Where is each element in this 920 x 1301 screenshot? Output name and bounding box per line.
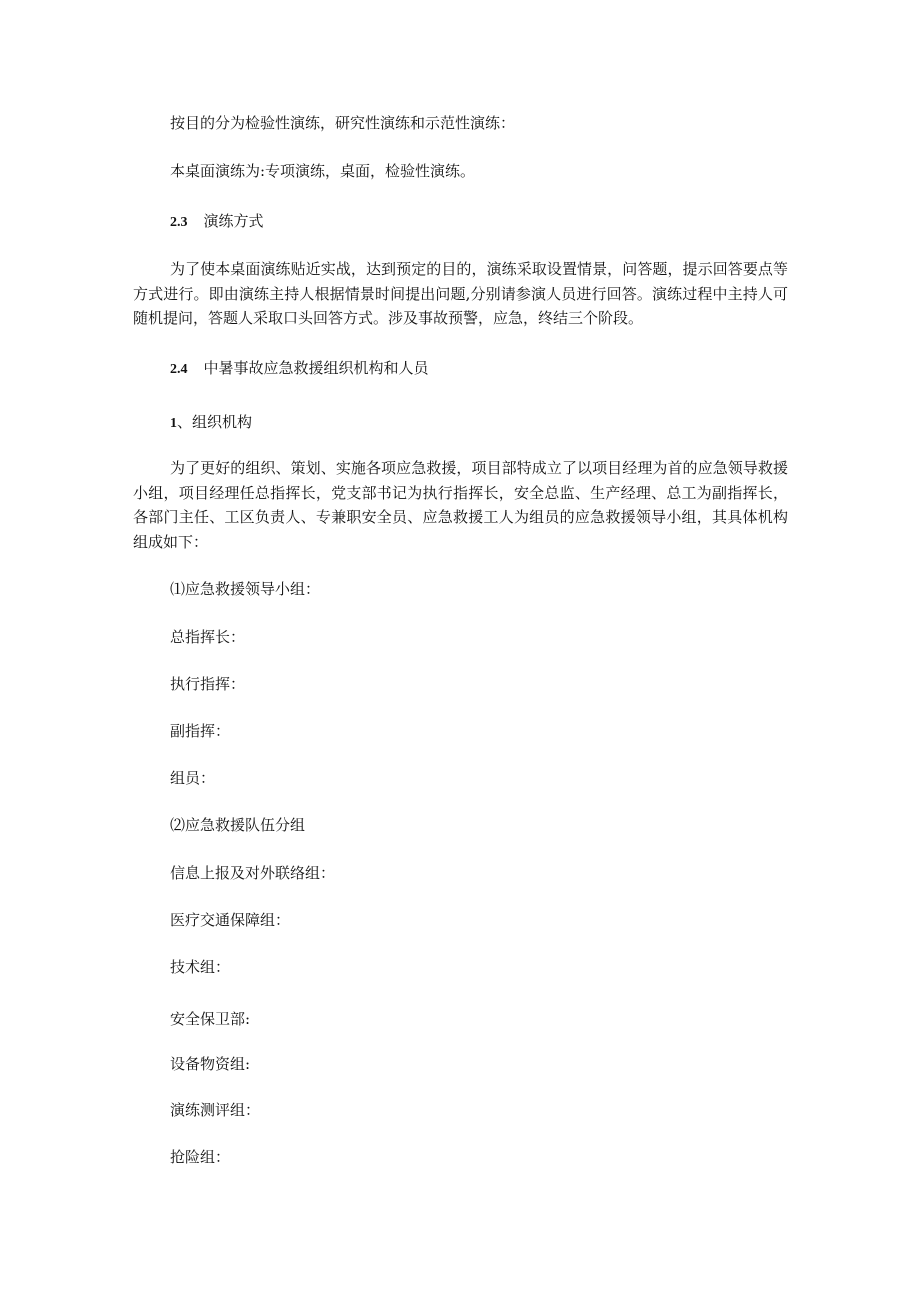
list-item: 设备物资组: — [170, 1055, 251, 1073]
list-item: 演练测评组： — [170, 1101, 261, 1119]
paragraph-organization: 为了更好的组织、策划、实施各项应急救援，项目部特成立了以项目经理为首的应急领导救援小组，项目经理任总指挥长，党支部书记为执行指挥长，安全总监、生产经理、总工为副指挥长，各部门主任、工区负责人、专兼职安全员、应急救援工人为组员的应急救援领导小组，其具体机构组成如下： — [133, 459, 788, 551]
section-heading-2-3 — [170, 212, 264, 232]
paragraph-drill-method: 为了使本桌面演练贴近实战，达到预定的目的，演练采取设置情景，问答题，提示回答要点等方式进行。即由演练主持人根据情景时间提出问题,分别请参演人员进行回答。演练过程中主持人可随机提问，答题人采取口头回答方式。涉及事故预警，应急，终结三个阶段。 — [133, 260, 788, 327]
list-item: 抢险组： — [170, 1148, 231, 1166]
list-item: ⑴应急救援领导小组： — [170, 580, 321, 598]
section-number: 2.4 — [170, 362, 188, 377]
list-item: 副指挥： — [170, 722, 231, 740]
text-line-this-drill: 本桌面演练为:专项演练，桌面，检验性演练。 — [170, 162, 476, 180]
section-title: 中暑事故应急救援组织机构和人员 — [203, 359, 429, 377]
subsection-number: 1 — [170, 416, 177, 431]
section-title: 演练方式 — [203, 212, 264, 230]
subsection-title: 、组织机构 — [177, 413, 253, 431]
list-item: 执行指挥： — [170, 675, 246, 693]
list-item: 信息上报及对外联络组： — [170, 864, 336, 882]
section-heading-2-4 — [170, 359, 429, 379]
list-item: 总指挥长： — [170, 628, 246, 646]
text-line-purpose: 按目的分为检验性演练，研究性演练和示范性演练： — [170, 114, 516, 132]
list-item: 组员： — [170, 769, 216, 787]
subsection-heading-org — [170, 413, 252, 433]
list-item: 安全保卫部: — [170, 1010, 251, 1028]
list-item: 技术组： — [170, 958, 231, 976]
section-number: 2.3 — [170, 215, 188, 230]
list-item: 医疗交通保障组： — [170, 911, 291, 929]
list-item: ⑵应急救援队伍分组 — [170, 816, 306, 834]
